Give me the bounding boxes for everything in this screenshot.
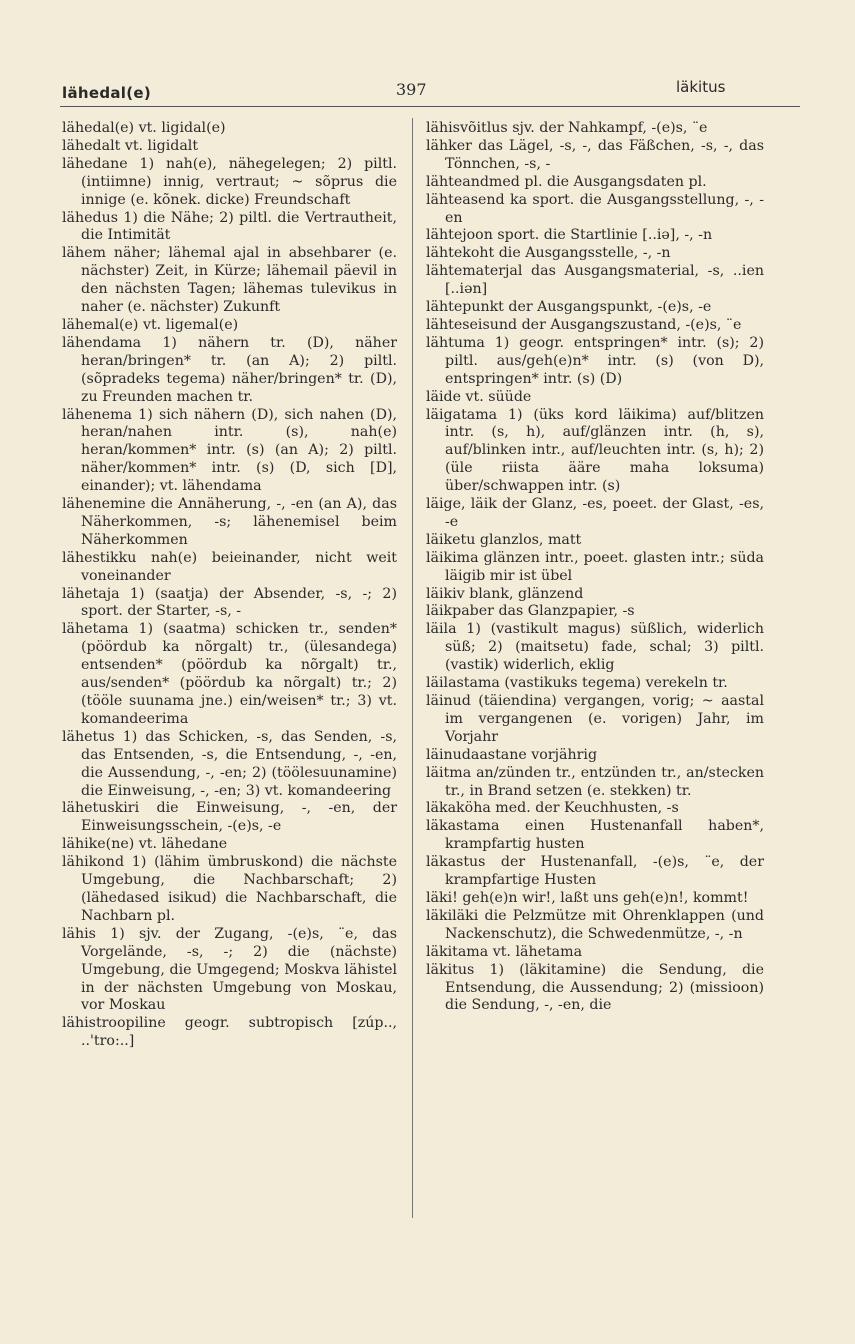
dictionary-entry: lähtuma 1) geogr. entspringen* intr. (s); 2) piltl. aus/geh(e)n* intr. (s) (von D), entspringen* intr. (s) (D) [426,334,764,387]
dictionary-entry: lähikond 1) (lähim ümbruskond) die nächste Umgebung, die Nachbarschaft; 2) (lähedased isikud) die Nachbarschaft, die Nachbarn pl. [62,854,397,924]
dictionary-entry: läkastama einen Hustenanfall haben*, krampfartig husten [426,818,764,853]
dictionary-entry: läige, läik der Glanz, -es, poeet. der Glast, -es, -e [426,496,764,530]
dictionary-entry: lähedal(e) vt. ligidal(e) [62,120,226,136]
dictionary-entry: lähedane 1) nah(e), nähegelegen; 2) piltl. (intiimne) innig, vertraut; ~ sõprus die innige (e. kõnek. dicke) Freundschaft [62,155,397,208]
dictionary-entry: lähenemine die Annäherung, -, -en (an A), das Näherkommen, -s; lähenemisel beim Näherkommen [62,496,397,548]
dictionary-entry: läikima glänzen intr., poeet. glasten intr.; süda läigib mir ist übel [426,549,764,584]
header-right-guideword: läkitus [676,78,726,96]
page-number: 397 [396,80,427,99]
dictionary-entry: läkaköha med. der Keuchhusten, -s [426,800,679,817]
dictionary-entry: lähtejoon sport. die Startlinie [..iə], -, -n [426,227,713,244]
dictionary-entry: läkiläki die Pelzmütze mit Ohrenklappen (und Nackenschutz), die Schwedenmütze, -, -n [426,907,764,942]
dictionary-entry: lähteseisund der Ausgangszustand, -(e)s, ¨e [426,316,742,333]
dictionary-entry: lähetuskiri die Einweisung, -, -en, der Einweisungsschein, -(e)s, -e [62,800,397,835]
dictionary-entry: lähenema 1) sich nähern (D), sich nahen (D), heran/nahen intr. (s), nah(e) heran/kommen* intr. (s) (an A); 2) piltl. näher/kommen* intr. (s) (D, sich [D], einander); vt. lähendama [62,406,397,495]
dictionary-entry: läiketu glanzlos, matt [426,531,582,548]
dictionary-entry: lähis 1) sjv. der Zugang, -(e)s, ¨e, das Vorgelände, -s, -; 2) die (nächste) Umgebung, die Umgegend; Moskva lähistel in der nächsten Umgebung von Moskau, vor Moskau [62,925,397,1014]
dictionary-entry: lähendama 1) nähern tr. (D), näher heran/bringen* tr. (an A); 2) piltl. (sõpradeks tegema) näher/bringen* tr. (D), zu Freunden machen tr. [62,334,397,405]
dictionary-entry: lähtekoht die Ausgangsstelle, -, -n [426,245,671,262]
dictionary-entry: lähem näher; lähemal ajal in absehbarer (e. nächster) Zeit, in Kürze; lähemail päevil in den nächsten Tagen; lähemas tulevikus in naher (e. nächster) Zukunft [62,245,397,316]
dictionary-entry: lähetama 1) (saatma) schicken tr., senden* (pöördub ka nõrgalt) tr., (ülesandega) entsenden* (pöördub ka nõrgalt) tr., aus/senden* (pöördub ka nõrgalt) tr.; 2) (tööle suunama jne.) ein/weisen* tr.; 3) vt. komandeerima [62,621,397,727]
dictionary-entry: läinud (täiendina) vergangen, vorig; ~ aastal im vergangenen (e. vorigen) Jahr, im Vorjahr [426,693,764,745]
dictionary-entry: läide vt. süüde [426,388,532,405]
dictionary-entry: läilastama (vastikuks tegema) verekeln tr. [426,675,728,692]
dictionary-entry: läila 1) (vastikult magus) süßlich, widerlich süß; 2) (maitsetu) fade, schal; 3) piltl. (vastik) widerlich, eklig [426,621,764,674]
dictionary-entry: läkastus der Hustenanfall, -(e)s, ¨e, der krampfartige Husten [426,854,764,889]
dictionary-entry: lähistroopiline geogr. subtropisch [zúp.., ..'tro:..] [62,1015,397,1050]
right-column [426,120,764,1015]
dictionary-entry: lähedalt vt. ligidalt [62,137,199,154]
dictionary-entry: lähtepunkt der Ausgangspunkt, -(e)s, -e [426,299,712,316]
dictionary-entry: lähetaja 1) (saatja) der Absender, -s, -; 2) sport. der Starter, -s, - [62,585,397,620]
dictionary-entry: läki! geh(e)n wir!, laßt uns geh(e)n!, kommt! [426,889,749,906]
dictionary-entry: läikpaber das Glanzpapier, -s [426,603,635,620]
dictionary-entry: läinudaastane vorjährig [426,746,598,763]
dictionary-entry: läitma an/zünden tr., entzünden tr., an/stecken tr., in Brand setzen (e. stekken) tr. [426,764,764,799]
dictionary-entry: läikiv blank, glänzend [426,585,584,602]
dictionary-entry: läigatama 1) (üks kord läikima) auf/blitzen intr. (s, h), auf/glänzen intr. (h, s), auf/blinken intr., auf/leuchten intr. (s, h); 2) (üle riista ääre maha loksuma) über/schwappen intr. (s) [426,406,764,495]
dictionary-entry: lähedus 1) die Nähe; 2) piltl. die Vertrautheit, die Intimität [62,209,397,244]
dictionary-entry: lähike(ne) vt. lähedane [62,836,228,853]
column-divider [412,118,413,1218]
dictionary-entry: lähtematerjal das Ausgangsmaterial, -s, ..ien [..iən] [426,263,764,298]
dictionary-entry: lähteandmed pl. die Ausgangsdaten pl. [426,173,707,190]
dictionary-entry: lähemal(e) vt. ligemal(e) [62,316,239,333]
dictionary-entry: lähker das Lägel, -s, -, das Fäßchen, -s, -, das Tönnchen, -s, - [426,137,764,172]
dictionary-entry: lähteasend ka sport. die Ausgangsstellung, -, -en [426,191,764,226]
dictionary-entry: lähetus 1) das Schicken, -s, das Senden, -s, das Entsenden, -s, die Entsendung, -, -en, die Aussendung, -, -en; 2) (töölesuunamine) die Einweisung, -, -en; 3) vt. komandeering [62,728,397,799]
header-rule [60,106,800,107]
left-column [62,120,397,1051]
dictionary-entry: lähisvõitlus sjv. der Nahkampf, -(e)s, ¨e [426,120,708,136]
header-left-guideword: lähedal(e) [62,84,152,102]
dictionary-entry: läkitama vt. lähetama [426,943,583,960]
dictionary-entry: lähestikku nah(e) beieinander, nicht weit voneinander [62,549,397,584]
dictionary-entry: läkitus 1) (läkitamine) die Sendung, die Entsendung, die Aussendung; 2) (missioon) die Sendung, -, -en, die [426,961,764,1014]
